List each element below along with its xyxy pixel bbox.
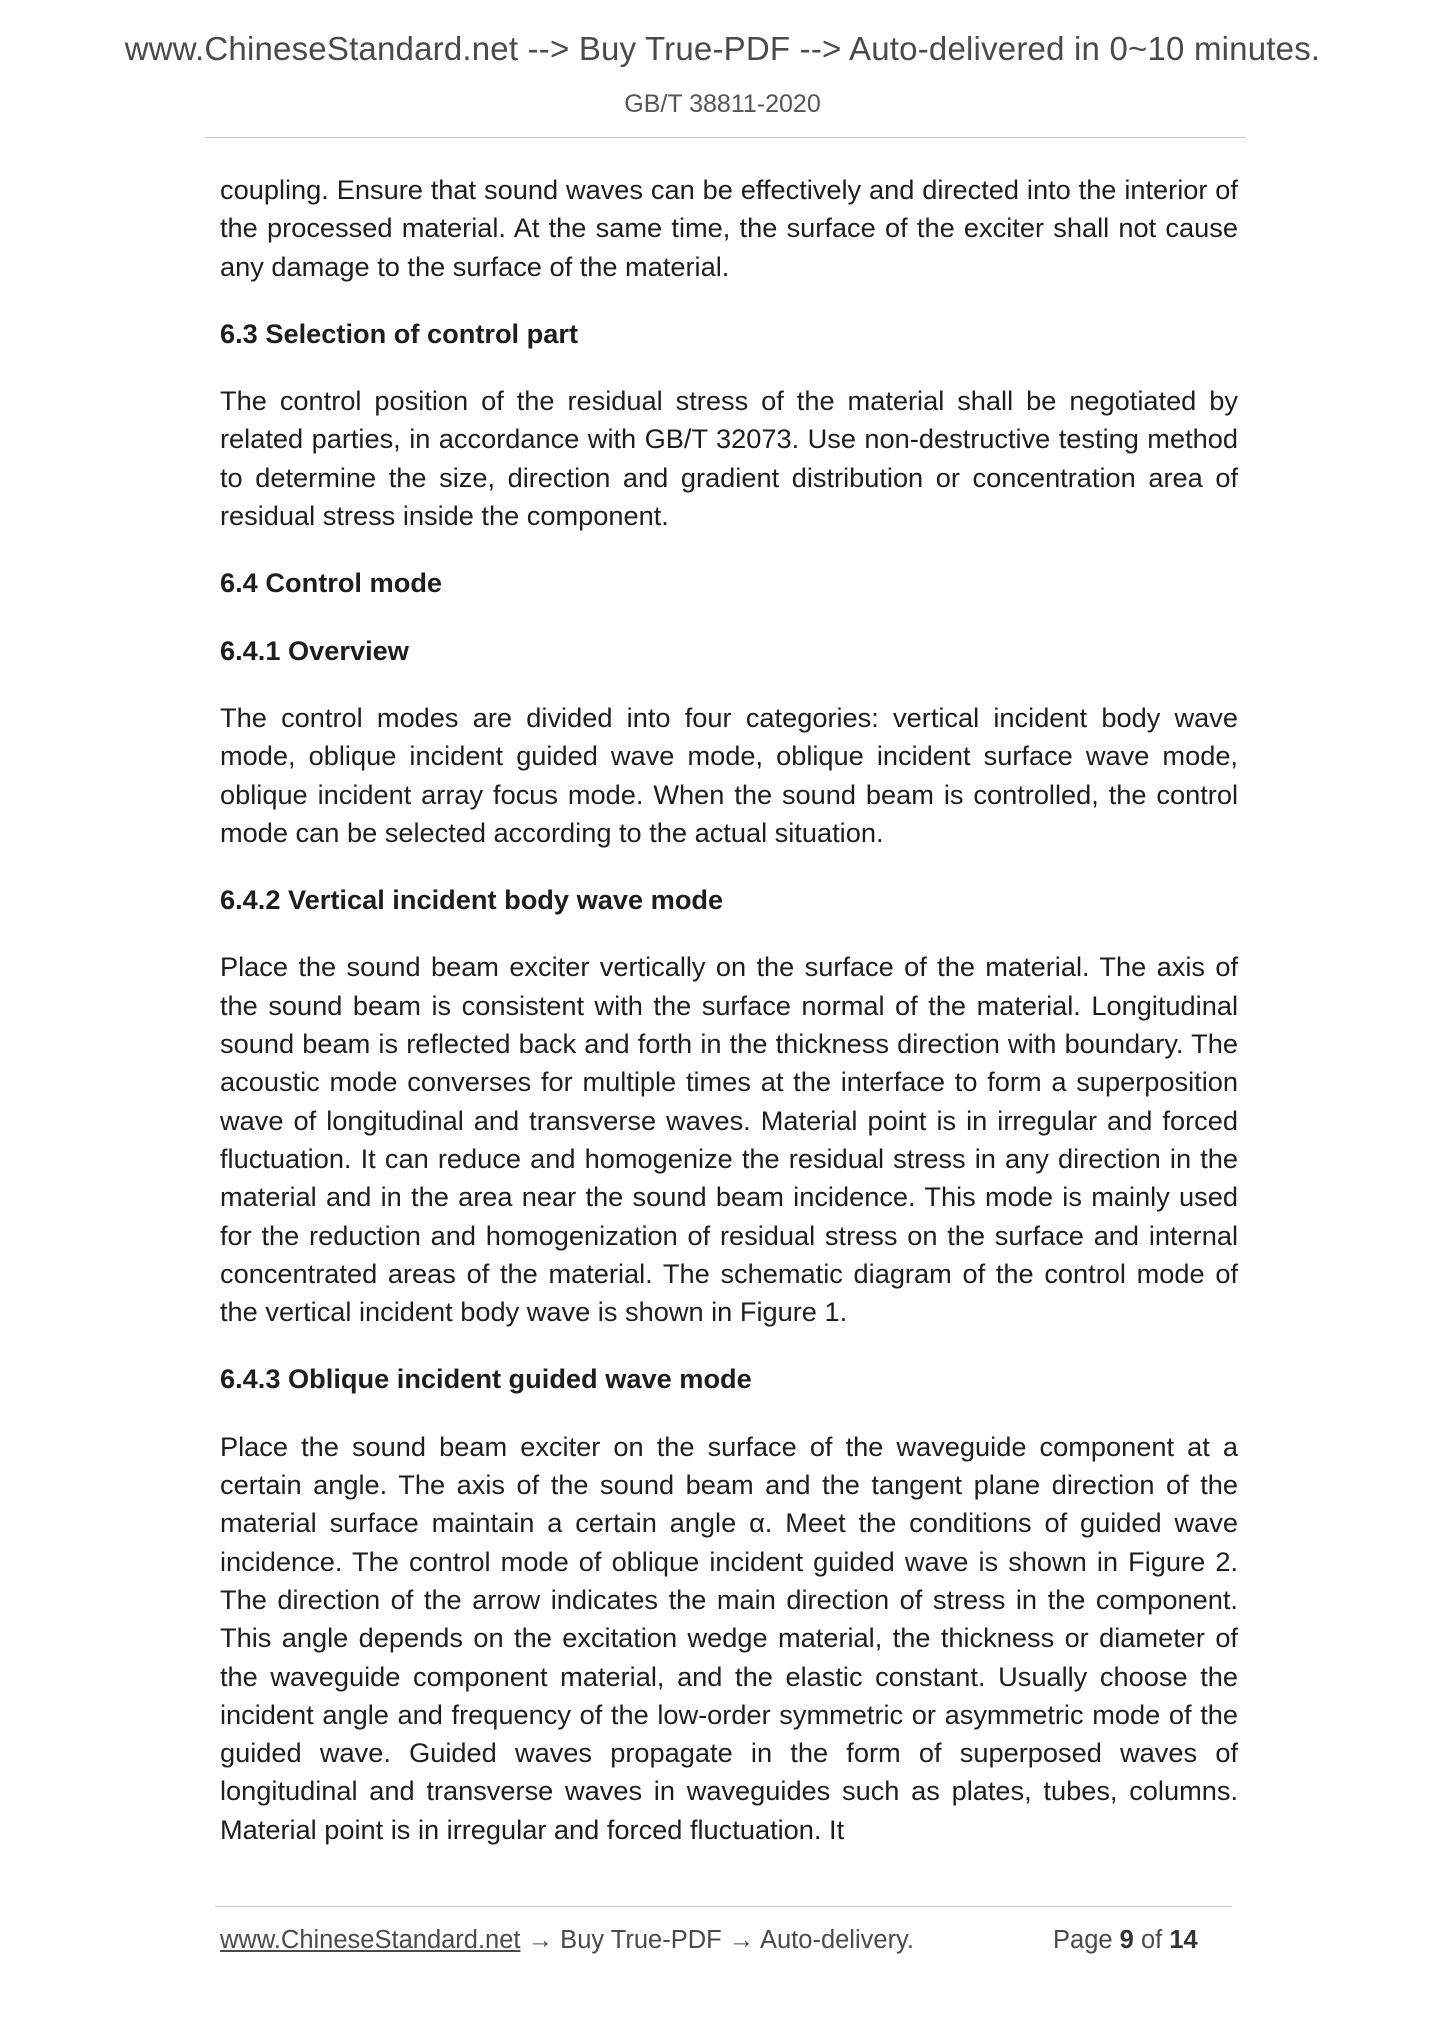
footer-link-area xyxy=(220,1926,914,1955)
heading-6-4: 6.4 Control mode xyxy=(220,567,443,599)
page-of-label: of xyxy=(1140,1926,1163,1954)
header-divider xyxy=(205,137,1245,138)
paragraph-6-4-1: The control modes are divided into four categories: vertical incident body wave mode, oblique incident guided wave mode, oblique incident surface wave mode, oblique incident array focus mode. When the sound beam is controlled, the control mode can be selected according to the actual situation. xyxy=(220,701,1238,848)
footer-tagline: → Buy True-PDF → Auto-delivery. xyxy=(520,1926,914,1954)
document-body xyxy=(220,171,1238,1878)
top-banner: www.ChineseStandard.net --> Buy True-PDF --> Auto-delivered in 0~10 minutes. xyxy=(124,30,1321,67)
heading-6-4-1: 6.4.1 Overview xyxy=(220,634,409,666)
page-label: Page xyxy=(1053,1926,1113,1954)
heading-6-4-2: 6.4.2 Vertical incident body wave mode xyxy=(220,884,724,916)
heading-6-4-3: 6.4.3 Oblique incident guided wave mode xyxy=(220,1363,752,1395)
paragraph-6-4-2: Place the sound beam exciter vertically on the surface of the material. The axis of the sound beam is consistent with the surface normal of the material. Longitudinal sound beam is reflected back and forth in the thickness direction with boundary. The acoustic mode converses for multiple times at the interface to form a superposition wave of longitudinal and transverse waves. Material point is in irregular and forced fluctuation. It can reduce and homogenize the residual stress in any direction in the material and in the area near the sound beam incidence. This mode is mainly used for the reduction and homogenization of residual stress on the surface and internal concentrated areas of the material. The schematic diagram of the control mode of the vertical incident body wave is shown in Figure 1. xyxy=(220,951,1238,1328)
page-current: 9 xyxy=(1119,1926,1134,1954)
paragraph-6-4-3: Place the sound beam exciter on the surface of the waveguide component at a certain angle. The axis of the sound beam and the tangent plane direction of the material surface maintain a certain angle α. Meet the conditions of guided wave incidence. The control mode of oblique incident guided wave is shown in Figure 2. The direction of the arrow indicates the main direction of stress in the component. This angle depends on the excitation wedge material, the thickness or diameter of the waveguide component material, and the elastic constant. Usually choose the incident angle and frequency of the low-order symmetric or asymmetric mode of the guided wave. Guided waves propagate in the form of superposed waves of longitudinal and transverse waves in waveguides such as plates, tubes, columns. Material point is in irregular and forced fluctuation. It xyxy=(220,1430,1238,1845)
page-indicator xyxy=(1053,1926,1198,1955)
paragraph-intro: coupling. Ensure that sound waves can be effectively and directed into the interior of the processed material. At the same time, the surface of the exciter shall not cause any damage to the surface of the material. xyxy=(220,174,1238,282)
heading-6-3: 6.3 Selection of control part xyxy=(220,317,579,349)
paragraph-6-3: The control position of the residual stress of the material shall be negotiated by related parties, in accordance with GB/T 32073. Use non-destructive testing method to determine the size, direction and gradient distribution or concentration area of residual stress inside the component. xyxy=(220,385,1238,532)
footer-site-link[interactable]: www.ChineseStandard.net xyxy=(220,1926,521,1954)
standard-code: GB/T 38811-2020 xyxy=(624,90,821,118)
page-total: 14 xyxy=(1169,1926,1198,1954)
footer-divider xyxy=(215,1906,1232,1907)
